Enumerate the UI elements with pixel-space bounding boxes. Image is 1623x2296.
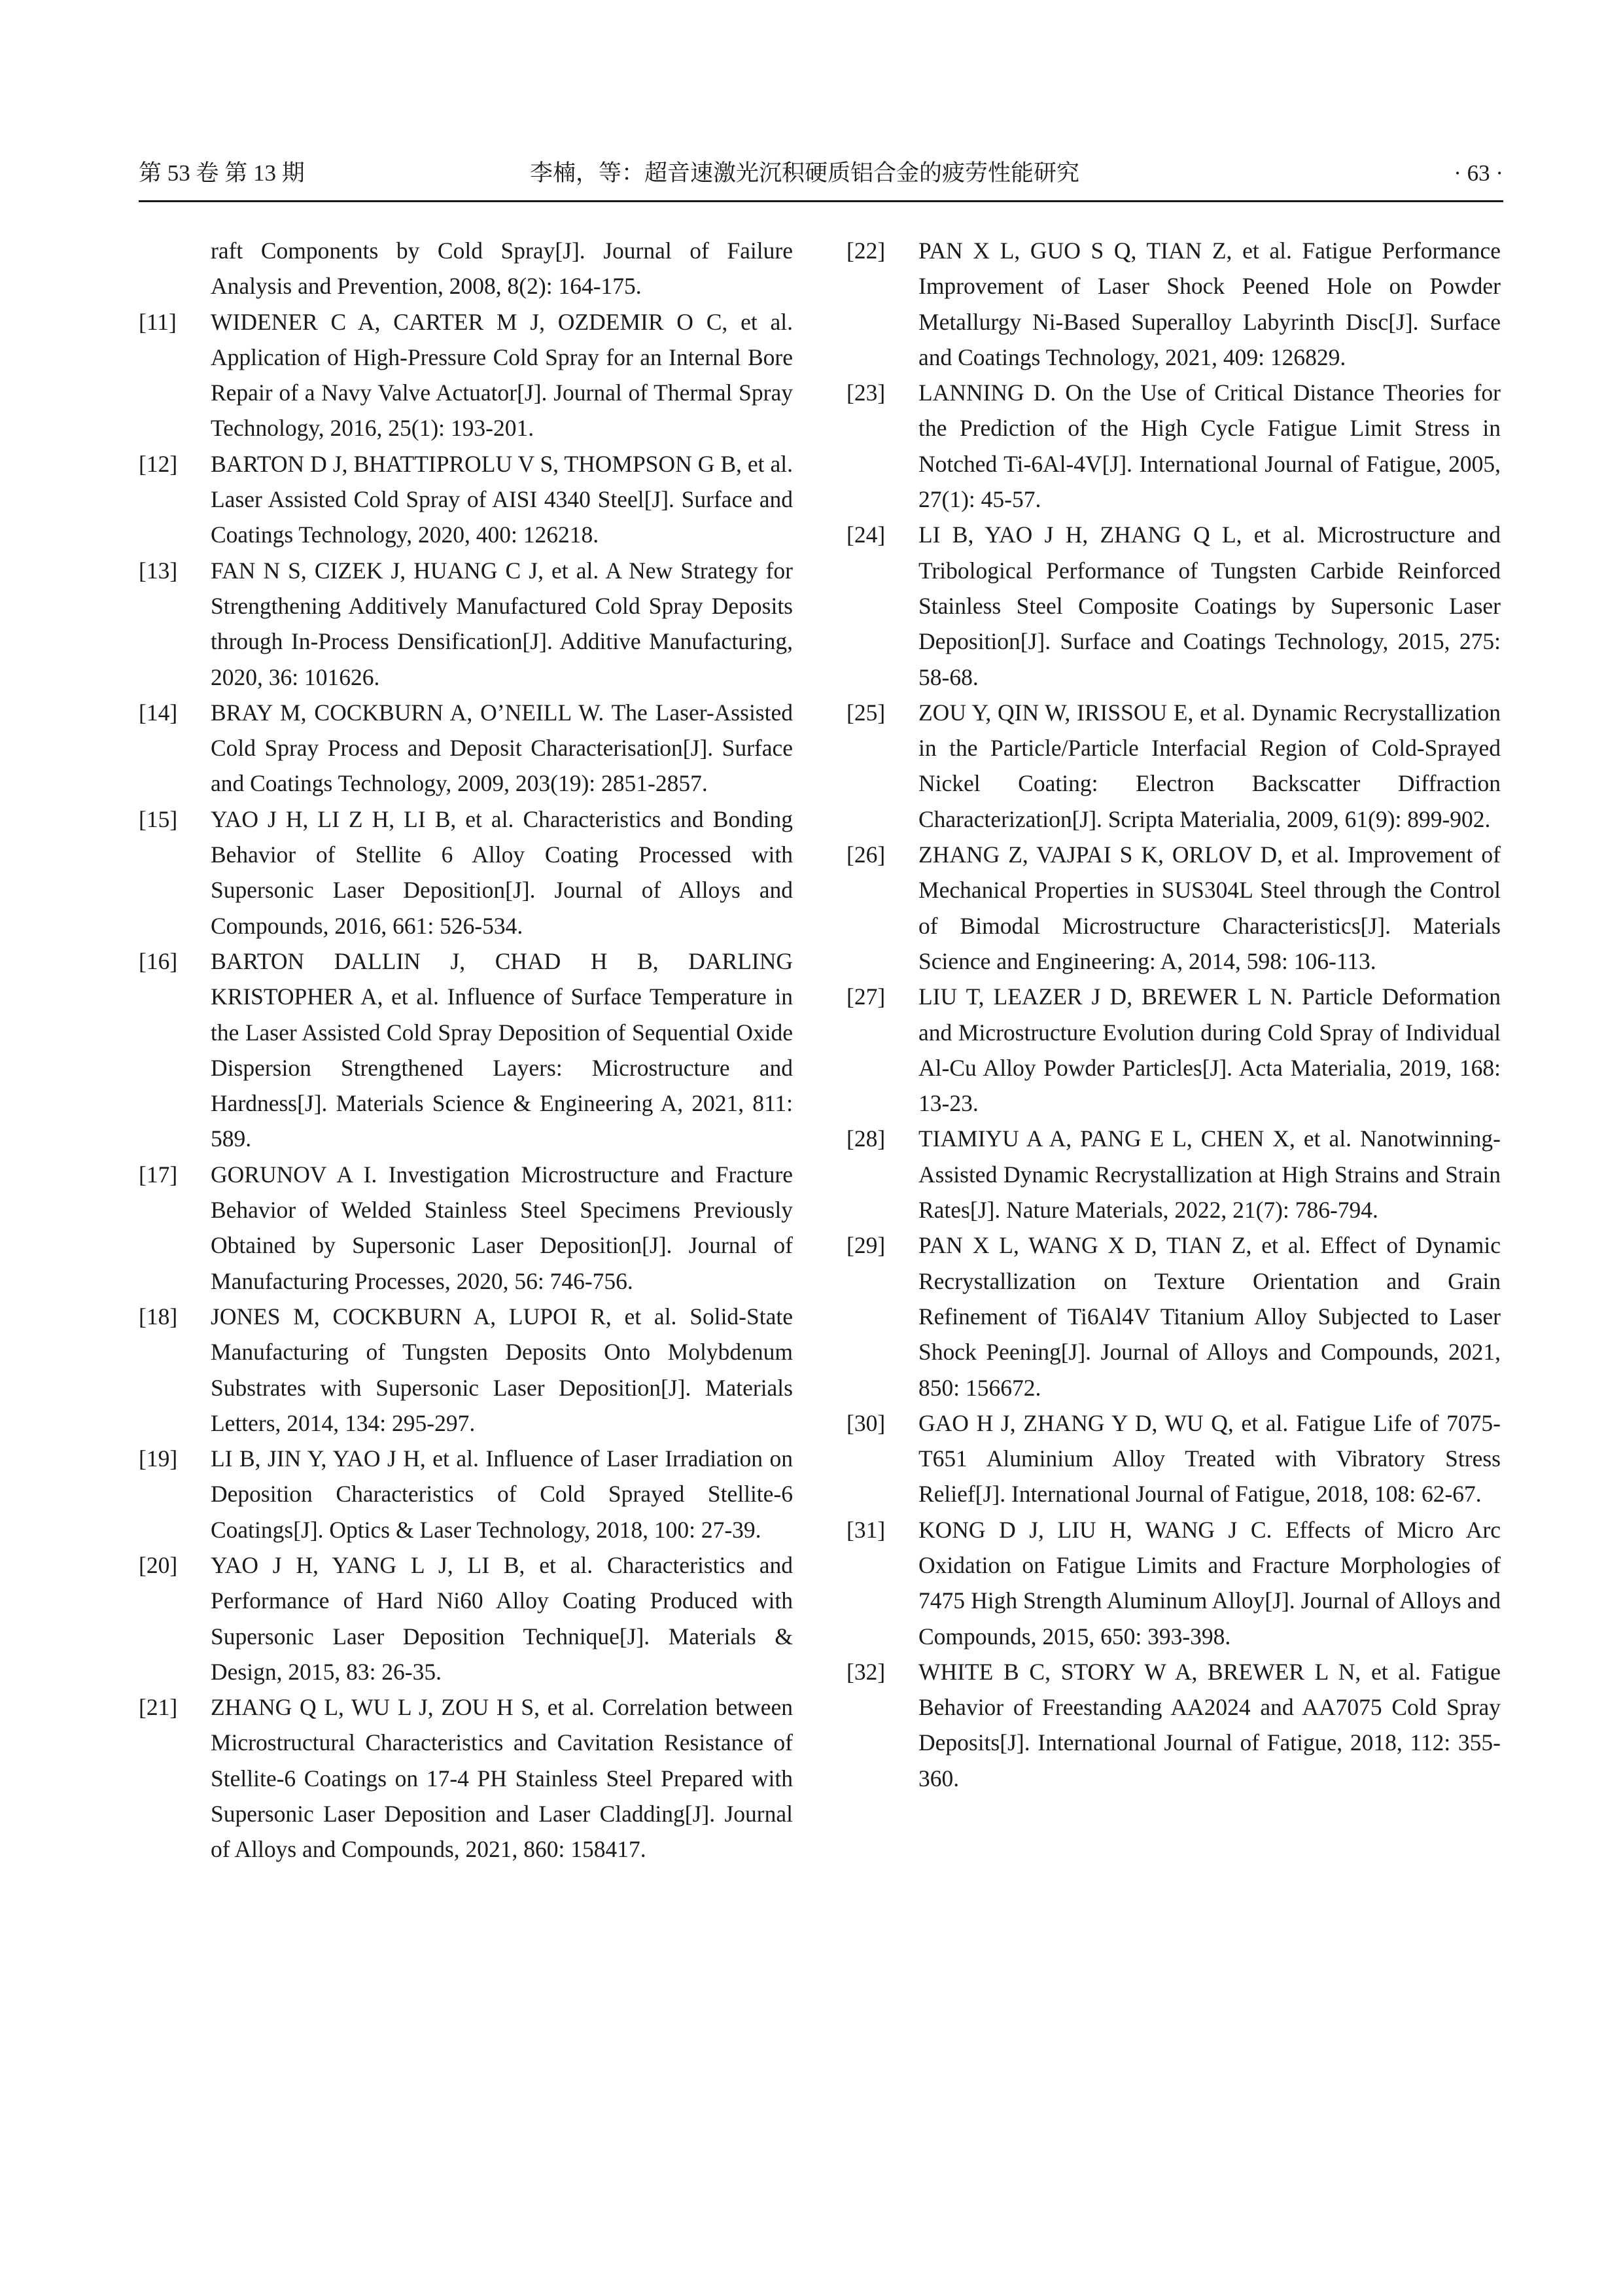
reference-item xyxy=(846,695,1501,837)
reference-number: [21] xyxy=(139,1694,178,1721)
reference-number: [15] xyxy=(139,805,178,832)
reference-number: [16] xyxy=(139,947,178,974)
reference-text: YAO J H, YANG L J, LI B, et al. Characteristics and Performance of Hard Ni60 Alloy Coating Produced with Supersonic Laser Deposition Technique[J]. Materials & Design, 2015, 83: 26-35. xyxy=(211,1551,793,1685)
reference-item xyxy=(846,517,1501,694)
running-header xyxy=(139,157,1503,199)
reference-text: BRAY M, COCKBURN A, O’NEILL W. The Laser-Assisted Cold Spray Process and Deposit Characterisation[J]. Surface and Coatings Technology, 2009, 203(19): 2851-2857. xyxy=(211,699,793,797)
reference-number: [32] xyxy=(846,1658,886,1685)
header-rule xyxy=(139,200,1503,202)
reference-text: LI B, YAO J H, ZHANG Q L, et al. Microstructure and Tribological Performance of Tungsten Carbide Reinforced Stainless Steel Composite Coatings by Supersonic Laser Deposition[J]. Surface and Coatings Technology, 2015, 275: 58-68. xyxy=(918,521,1501,690)
reference-text: BARTON DALLIN J, CHAD H B, DARLING KRISTOPHER A, et al. Influence of Surface Temperature in the Laser Assisted Cold Spray Deposition of Sequential Oxide Dispersion Strengthened Layers: Microstructure and Hardness[J]. Materials Science & Engineering A, 2021, 811: 589. xyxy=(211,947,793,1152)
reference-number: [20] xyxy=(139,1551,178,1578)
reference-item xyxy=(846,1405,1501,1512)
reference-text: PAN X L, WANG X D, TIAN Z, et al. Effect of Dynamic Recrystallization on Texture Orientation and Grain Refinement of Ti6Al4V Titanium Alloy Subjected to Laser Shock Peening[J]. Journal of Alloys and Compounds, 2021, 850: 156672. xyxy=(918,1232,1501,1401)
reference-item xyxy=(846,233,1501,375)
reference-item xyxy=(846,1227,1501,1405)
reference-text: WIDENER C A, CARTER M J, OZDEMIR O C, et al. Application of High-Pressure Cold Spray for an Internal Bore Repair of a Navy Valve Actuator[J]. Journal of Thermal Spray Technology, 2016, 25(1): 193-201. xyxy=(211,308,793,442)
reference-text: LI B, JIN Y, YAO J H, et al. Influence of Laser Irradiation on Deposition Characteristics of Cold Sprayed Stellite-6 Coatings[J]. Optics & Laser Technology, 2018, 100: 27-39. xyxy=(211,1445,793,1543)
reference-text: WHITE B C, STORY W A, BREWER L N, et al. Fatigue Behavior of Freestanding AA2024 and AA7075 Cold Spray Deposits[J]. International Journal of Fatigue, 2018, 112: 355-360. xyxy=(918,1658,1501,1792)
running-title: 李楠，等：超音速激光沉积硬质铝合金的疲劳性能研究 xyxy=(530,160,1080,186)
reference-text: ZHANG Z, VAJPAI S K, ORLOV D, et al. Improvement of Mechanical Properties in SUS304L Steel through the Control of Bimodal Microstructure Characteristics[J]. Materials Science and Engineering: A, 2014, 598: 106-113. xyxy=(918,841,1501,974)
reference-number: [29] xyxy=(846,1232,886,1259)
reference-continuation: raft Components by Cold Spray[J]. Journal of Failure Analysis and Prevention, 2008, 8(2): 164-175. xyxy=(211,238,793,300)
reference-number: [19] xyxy=(139,1445,178,1472)
reference-text: BARTON D J, BHATTIPROLU V S, THOMPSON G B, et al. Laser Assisted Cold Spray of AISI 4340 Steel[J]. Surface and Coatings Technology, 2020, 400: 126218. xyxy=(211,450,793,548)
reference-number: [24] xyxy=(846,521,886,548)
reference-number: [12] xyxy=(139,450,178,477)
reference-item xyxy=(139,1157,793,1299)
reference-number: [31] xyxy=(846,1516,886,1543)
reference-item xyxy=(139,1547,793,1689)
reference-text: LANNING D. On the Use of Critical Distance Theories for the Prediction of the High Cycle Fatigue Limit Stress in Notched Ti-6Al-4V[J]. International Journal of Fatigue, 2005, 27(1): 45-57. xyxy=(918,380,1501,513)
reference-number: [17] xyxy=(139,1161,178,1188)
reference-item xyxy=(139,1689,793,1867)
left-column xyxy=(139,233,793,1867)
reference-number: [11] xyxy=(139,308,177,335)
reference-item xyxy=(139,304,793,446)
reference-text: GAO H J, ZHANG Y D, WU Q, et al. Fatigue Life of 7075-T651 Aluminium Alloy Treated with Vibratory Stress Relief[J]. International Journal of Fatigue, 2018, 108: 62-67. xyxy=(918,1409,1501,1508)
reference-text: ZOU Y, QIN W, IRISSOU E, et al. Dynamic Recrystallization in the Particle/Particle Interfacial Region of Cold-Sprayed Nickel Coating: Electron Backscatter Diffraction Characterization[J]. Scripta Materialia, 2009, 61(9): 899-902. xyxy=(918,699,1501,832)
reference-item xyxy=(846,1121,1501,1227)
reference-item xyxy=(846,979,1501,1121)
reference-item xyxy=(846,375,1501,517)
reference-number: [27] xyxy=(846,983,886,1010)
right-column xyxy=(846,233,1501,1796)
reference-number: [30] xyxy=(846,1409,886,1436)
reference-text: PAN X L, GUO S Q, TIAN Z, et al. Fatigue Performance Improvement of Laser Shock Peened Hole on Powder Metallurgy Ni-Based Superalloy Labyrinth Disc[J]. Surface and Coatings Technology, 2021, 409: 126829. xyxy=(918,238,1501,370)
reference-item xyxy=(846,837,1501,979)
reference-text: TIAMIYU A A, PANG E L, CHEN X, et al. Nanotwinning-Assisted Dynamic Recrystallization at High Strains and Strain Rates[J]. Nature Materials, 2022, 21(7): 786-794. xyxy=(918,1125,1501,1224)
reference-item xyxy=(139,695,793,802)
reference-number: [28] xyxy=(846,1125,886,1152)
reference-item xyxy=(139,1299,793,1441)
reference-text: YAO J H, LI Z H, LI B, et al. Characteristics and Bonding Behavior of Stellite 6 Alloy Coating Processed with Supersonic Laser Deposition[J]. Journal of Alloys and Compounds, 2016, 661: 526-534. xyxy=(211,805,793,939)
reference-number: [23] xyxy=(846,380,886,406)
volume-issue: 第 53 卷 第 13 期 xyxy=(139,160,305,186)
reference-text: GORUNOV A I. Investigation Microstructure and Fracture Behavior of Welded Stainless Steel Specimens Previously Obtained by Supersonic Laser Deposition[J]. Journal of Manufacturing Processes, 2020, 56: 746-756. xyxy=(211,1161,793,1294)
reference-item xyxy=(139,944,793,1157)
reference-item xyxy=(139,553,793,695)
reference-text: FAN N S, CIZEK J, HUANG C J, et al. A New Strategy for Strengthening Additively Manufactured Cold Spray Deposits through In-Process Densification[J]. Additive Manufacturing, 2020, 36: 101626. xyxy=(211,557,793,690)
reference-number: [22] xyxy=(846,238,886,264)
reference-text: ZHANG Q L, WU L J, ZOU H S, et al. Correlation between Microstructural Characteristics and Cavitation Resistance of Stellite-6 Coatings on 17-4 PH Stainless Steel Prepared with Supersonic Laser Deposition and Laser Cladding[J]. Journal of Alloys and Compounds, 2021, 860: 158417. xyxy=(211,1694,793,1863)
reference-text: JONES M, COCKBURN A, LUPOI R, et al. Solid-State Manufacturing of Tungsten Deposits Onto Molybdenum Substrates with Supersonic Laser Deposition[J]. Materials Letters, 2014, 134: 295-297. xyxy=(211,1303,793,1436)
reference-item xyxy=(139,1441,793,1547)
reference-text: KONG D J, LIU H, WANG J C. Effects of Micro Arc Oxidation on Fatigue Limits and Fracture Morphologies of 7475 High Strength Aluminum Alloy[J]. Journal of Alloys and Compounds, 2015, 650: 393-398. xyxy=(918,1516,1501,1650)
page-number: · 63 · xyxy=(1454,160,1503,186)
reference-item xyxy=(139,446,793,553)
reference-text: LIU T, LEAZER J D, BREWER L N. Particle Deformation and Microstructure Evolution during Cold Spray of Individual Al-Cu Alloy Powder Particles[J]. Acta Materialia, 2019, 168: 13-23. xyxy=(918,983,1501,1117)
reference-number: [26] xyxy=(846,841,886,868)
reference-number: [13] xyxy=(139,557,178,584)
reference-item xyxy=(139,802,793,944)
reference-number: [25] xyxy=(846,699,886,726)
reference-item xyxy=(846,1654,1501,1796)
reference-number: [14] xyxy=(139,699,178,726)
reference-number: [18] xyxy=(139,1303,178,1330)
reference-item xyxy=(846,1512,1501,1654)
